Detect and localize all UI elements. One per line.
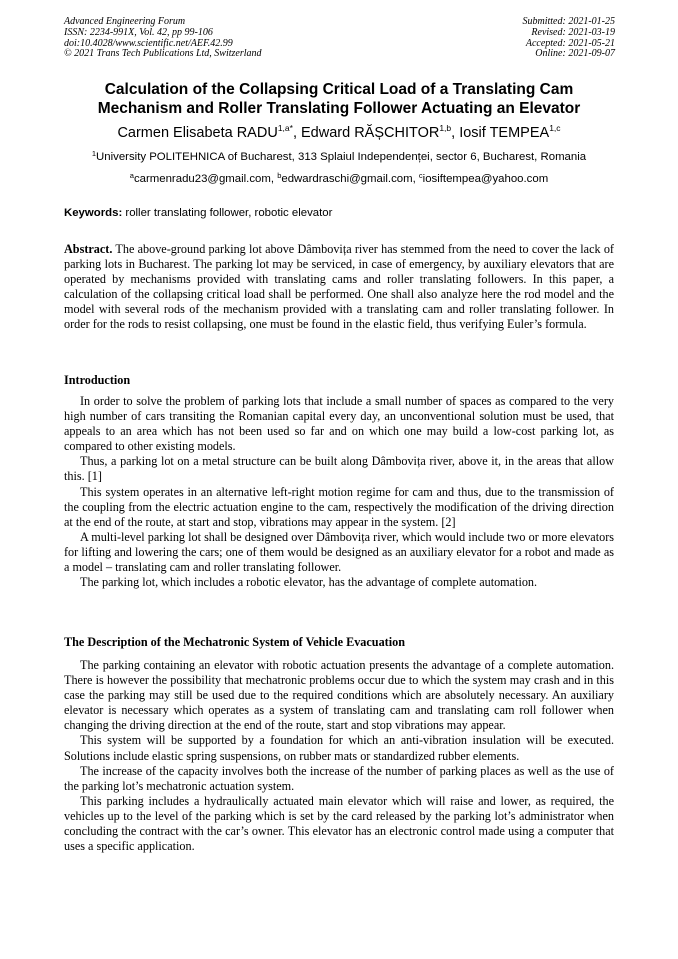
paragraph: The parking lot, which includes a robotic elevator, has the advantage of complete automation. xyxy=(80,575,538,590)
journal-doi: doi:10.4028/www.scientific.net/AEF.42.99 xyxy=(64,37,233,49)
email-mark-a: a xyxy=(129,171,134,180)
paragraph: A multi-level parking lot shall be designed over Dâmbovița river, which would include two or more elevators for lifting and lowering the cars; one of them would be designed as an auxiliary elevator for a robot and made as a model – translating cam and roller translating follower. xyxy=(64,529,614,575)
paragraph: The parking containing an elevator with robotic actuation presents the advantage of a complete automation. There is however the possibility that mechatronic problems occur due to which the system may crash and in this case the parking may still be used due to the required conditions which are absolutely necessary. An auxiliary elevator is necessary which operates as a system of translating cam and translating cam roll follower when changing the driving direction at the end of the route, start and stop vibrations may appear. xyxy=(64,658,614,733)
affiliation-mark: 1 xyxy=(91,149,97,158)
paragraph: This parking includes a hydraulically actuated main elevator which will raise and lower, as required, the vehicles up to the level of the parking which is set by the card released by the parking lot’s administrator when concluding the contract with the car’s owner. This elevator has an electronic control made using a computer that uses a specific application. xyxy=(64,793,614,854)
keywords-label: Keywords: xyxy=(64,207,123,219)
affiliation xyxy=(40,150,638,164)
author-2: Edward RĂȘCHITOR xyxy=(301,125,440,141)
email-mark-b: b xyxy=(277,171,282,180)
keywords xyxy=(64,207,332,219)
journal-name: Advanced Engineering Forum xyxy=(64,16,186,27)
email-mark-c: c xyxy=(418,171,423,180)
author-1-marks: 1,a* xyxy=(277,123,293,133)
description-section xyxy=(64,658,614,854)
keywords-text: roller translating follower, robotic elevator xyxy=(122,207,333,219)
paper-title xyxy=(40,80,638,118)
email-a: carmenradu23@gmail.com, xyxy=(133,173,278,185)
introduction-section xyxy=(64,394,614,590)
affiliation-text: University POLITEHNICA of Bucharest, 313 Splaiul Independenței, sector 6, Bucharest, Romania xyxy=(96,151,587,163)
section-heading-introduction: Introduction xyxy=(64,373,131,387)
abstract-text: The above-ground parking lot above Dâmbovița river has stemmed from the need to cover the lack of parking lots in Bucharest. The parking lot may be serviced, in case of emergency, by auxiliary elevators that are operated by mechanisms provided with translating cams and roller translating followers. In this paper, a calculation of the collapsing critical load shall be performed. One shall also analyze here the rod model and the model with several rods of the mechanism provided with a translating cam and roller translating follower. In order for the rods to resist collapsing, one must be found in the elastic field, thus verifying Euler’s formula. xyxy=(64,242,614,332)
publication-dates xyxy=(523,17,616,60)
paragraph: This system operates in an alternative left-right motion regime for cam and thus, due to the transmission of the coupling from the electric actuation engine to the cam, respectively the modification of the driving direction at the end of the route, at start and stop, vibrations may appear in the system. [2] xyxy=(64,484,614,529)
author-3-marks: 1,c xyxy=(549,123,561,133)
abstract-label: Abstract. xyxy=(64,242,113,256)
paragraph: Thus, a parking lot on a metal structure can be built along Dâmbovița river, above it, in the areas that allow this. [1] xyxy=(64,454,614,484)
date-submitted: Submitted: 2021-01-25 xyxy=(522,16,615,27)
email-c: iosiftempea@yahoo.com xyxy=(422,173,549,185)
author-separator: , xyxy=(292,125,301,141)
date-accepted: Accepted: 2021-05-21 xyxy=(525,37,615,49)
paragraph: The increase of the capacity involves both the increase of the number of parking places as well as the use of the parking lot’s mechatronic actuation system. xyxy=(64,763,614,793)
author-emails xyxy=(40,172,638,186)
title-line-1: Calculation of the Collapsing Critical Load of a Translating Cam xyxy=(104,81,574,98)
email-b: edwardraschi@gmail.com, xyxy=(281,173,419,185)
abstract xyxy=(64,242,614,333)
author-list xyxy=(40,124,638,142)
paragraph: In order to solve the problem of parking lots that include a small number of spaces as compared to the very high number of cars transiting the Romanian capital every day, an unconventional solution must be used, that appeals to an area which has not been used so far and on which one may build a low-cost parking lot, as compared to other existing models. xyxy=(64,394,614,454)
date-online: Online: 2021-09-07 xyxy=(535,48,615,60)
journal-copyright: © 2021 Trans Tech Publications Ltd, Switzerland xyxy=(64,48,262,60)
author-2-marks: 1,b xyxy=(439,123,452,133)
date-revised: Revised: 2021-03-19 xyxy=(531,26,615,38)
paragraph: This system will be supported by a foundation for which an anti-vibration insulation will be executed. Solutions include elastic spring suspensions, on rubber mats or standardized rubber elements. xyxy=(64,733,614,763)
title-line-2: Mechanism and Roller Translating Follower Actuating an Elevator xyxy=(97,100,581,117)
journal-info xyxy=(64,17,262,60)
section-heading-description: The Description of the Mechatronic System of Vehicle Evacuation xyxy=(64,635,405,649)
journal-issn: ISSN: 2234-991X, Vol. 42, pp 99-106 xyxy=(64,26,213,38)
author-separator: , xyxy=(451,125,460,141)
author-1: Carmen Elisabeta RADU xyxy=(117,125,278,141)
author-3: Iosif TEMPEA xyxy=(459,125,550,141)
